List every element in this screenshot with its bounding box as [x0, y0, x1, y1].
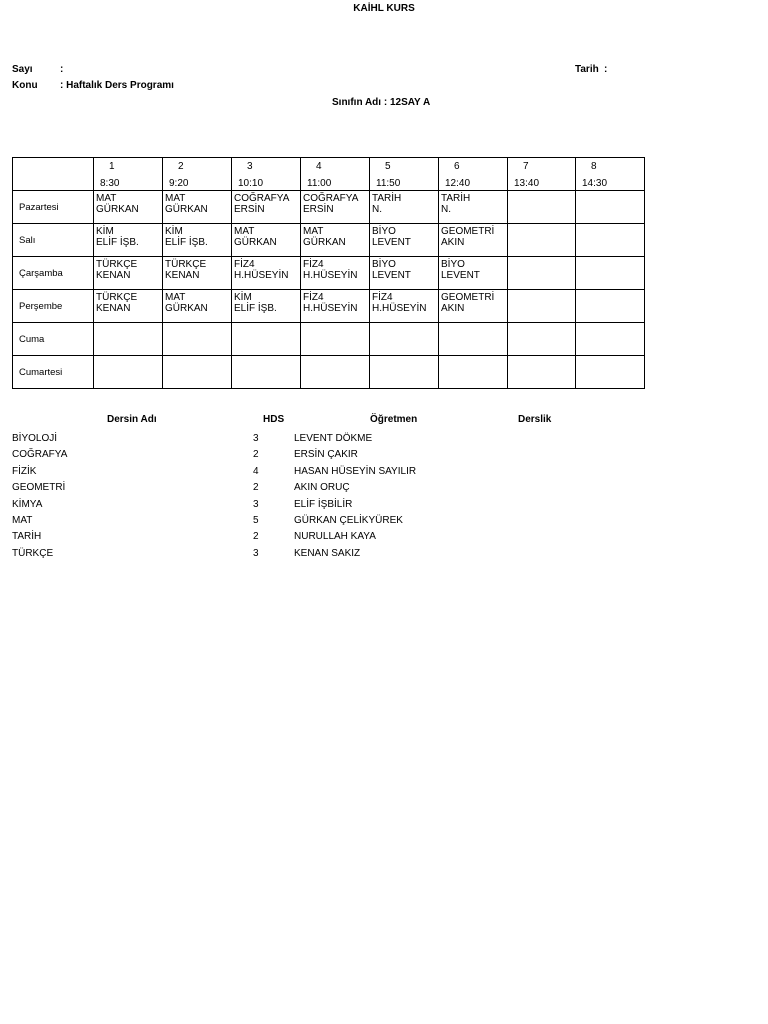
schedule-cell — [370, 257, 439, 290]
legend-row — [0, 499, 768, 515]
legend-row — [0, 482, 768, 498]
schedule-cell — [439, 224, 508, 257]
cell-subject: KİM — [165, 226, 183, 237]
cell-subject: MAT — [96, 193, 117, 204]
day-label: Cuma — [13, 323, 94, 356]
schedule-cell — [508, 257, 576, 290]
cell-teacher: H.HÜSEYİN — [234, 270, 289, 281]
legend-header-course: Dersin Adı — [107, 414, 157, 425]
cell-subject: KİM — [96, 226, 114, 237]
cell-teacher: KENAN — [96, 303, 131, 314]
legend-hds: 2 — [253, 449, 259, 461]
cell-teacher: AKIN — [441, 303, 465, 314]
period-number: 2 — [178, 161, 184, 172]
legend-row — [0, 531, 768, 547]
period-time: 9:20 — [169, 178, 189, 189]
schedule-cell — [301, 257, 370, 290]
cell-teacher: AKIN — [441, 237, 465, 248]
schedule-row-5 — [13, 356, 645, 389]
cell-teacher: GÜRKAN — [96, 204, 139, 215]
tarih-separator: : — [604, 64, 608, 75]
cell-subject: MAT — [303, 226, 324, 237]
cell-subject: MAT — [165, 193, 186, 204]
sayi-separator: : — [60, 64, 64, 75]
schedule-cell — [301, 356, 370, 389]
legend-row — [0, 433, 768, 449]
period-number: 1 — [109, 161, 115, 172]
schedule-cell — [94, 290, 163, 323]
sayi-label: Sayı — [12, 64, 33, 75]
schedule-cell — [94, 191, 163, 224]
schedule-row-2 — [13, 257, 645, 290]
cell-teacher: ERSİN — [234, 204, 265, 215]
schedule-cell — [508, 323, 576, 356]
cell-subject: FİZ4 — [303, 259, 324, 270]
cell-subject: BİYO — [372, 259, 396, 270]
cell-subject: MAT — [165, 292, 186, 303]
legend-teacher: HASAN HÜSEYİN SAYILIR — [294, 465, 417, 477]
day-label: Perşembe — [13, 290, 94, 323]
class-name: Sınıfın Adı : 12SAY A — [332, 97, 431, 108]
legend-course: TÜRKÇE — [12, 547, 54, 559]
period-header-6 — [439, 158, 508, 191]
schedule-cell — [576, 257, 645, 290]
schedule-cell — [439, 290, 508, 323]
konu-value: : Haftalık Ders Programı — [60, 80, 174, 91]
day-label: Çarşamba — [13, 257, 94, 290]
cell-subject: COĞRAFYA — [234, 193, 290, 204]
legend-hds: 4 — [253, 465, 259, 477]
period-time: 14:30 — [582, 178, 608, 189]
cell-subject: BİYO — [441, 259, 465, 270]
legend-teacher: LEVENT DÖKME — [294, 433, 373, 444]
cell-subject: COĞRAFYA — [303, 193, 359, 204]
legend-teacher: KENAN SAKIZ — [294, 547, 361, 559]
cell-subject: GEOMETRİ — [441, 292, 495, 303]
schedule-cell — [94, 356, 163, 389]
schedule-row-4 — [13, 323, 645, 356]
schedule-cell — [232, 257, 301, 290]
schedule-cell — [232, 323, 301, 356]
konu-label: Konu — [12, 80, 38, 91]
legend-teacher: AKIN ORUÇ — [294, 482, 350, 494]
period-header-4 — [301, 158, 370, 191]
legend-teacher: NURULLAH KAYA — [294, 531, 376, 543]
cell-subject: FİZ4 — [303, 292, 324, 303]
period-number: 7 — [523, 161, 529, 172]
cell-teacher: GÜRKAN — [165, 204, 208, 215]
period-number: 5 — [385, 161, 391, 172]
schedule-cell — [370, 323, 439, 356]
cell-subject: KİM — [234, 292, 252, 303]
cell-subject: TÜRKÇE — [96, 259, 138, 270]
period-time: 13:40 — [514, 178, 540, 189]
schedule-cell — [163, 224, 232, 257]
schedule-cell — [576, 191, 645, 224]
page-title: KAİHL KURS — [353, 3, 415, 14]
schedule-row-1 — [13, 224, 645, 257]
schedule-cell — [163, 356, 232, 389]
schedule-cell — [576, 290, 645, 323]
period-header-2 — [163, 158, 232, 191]
day-label: Cumartesi — [13, 356, 94, 389]
legend-hds: 3 — [253, 433, 259, 444]
schedule-cell — [232, 290, 301, 323]
cell-subject: FİZ4 — [372, 292, 393, 303]
legend-course: TARİH — [12, 531, 42, 543]
cell-teacher: LEVENT — [372, 237, 411, 248]
legend-course: KİMYA — [12, 498, 43, 510]
schedule-cell — [508, 356, 576, 389]
schedule-corner-cell — [13, 158, 94, 191]
period-time: 11:00 — [307, 178, 332, 189]
schedule-cell — [301, 323, 370, 356]
schedule-cell — [94, 323, 163, 356]
legend-hds: 3 — [253, 547, 259, 559]
cell-teacher: H.HÜSEYİN — [372, 303, 427, 314]
legend-header-row — [0, 414, 768, 430]
legend-hds: 5 — [253, 515, 259, 526]
cell-teacher: ELİF İŞB. — [234, 303, 277, 314]
cell-subject: GEOMETRİ — [441, 226, 495, 237]
schedule-cell — [232, 224, 301, 257]
period-header-5 — [370, 158, 439, 191]
schedule-cell — [576, 224, 645, 257]
legend-hds: 2 — [253, 482, 259, 494]
schedule-header-row — [13, 158, 645, 191]
schedule-cell — [439, 191, 508, 224]
period-number: 3 — [247, 161, 253, 172]
period-header-7 — [508, 158, 576, 191]
schedule-cell — [508, 290, 576, 323]
legend-teacher: ELİF İŞBİLİR — [294, 498, 353, 510]
schedule-cell — [370, 224, 439, 257]
schedule-cell — [370, 356, 439, 389]
schedule-table — [12, 157, 645, 389]
schedule-cell — [94, 257, 163, 290]
period-time: 8:30 — [100, 178, 120, 189]
cell-subject: TARİH — [441, 193, 471, 204]
cell-teacher: ERSİN — [303, 204, 334, 215]
schedule-cell — [163, 191, 232, 224]
legend-row — [0, 449, 768, 465]
legend-header-hds: HDS — [263, 414, 285, 425]
period-time: 12:40 — [445, 178, 471, 189]
period-number: 8 — [591, 161, 597, 172]
legend-row — [0, 466, 768, 482]
day-label: Pazartesi — [13, 191, 94, 224]
schedule-cell — [439, 356, 508, 389]
cell-teacher: H.HÜSEYİN — [303, 270, 358, 281]
period-time: 11:50 — [376, 178, 401, 189]
schedule-cell — [576, 356, 645, 389]
schedule-cell — [301, 191, 370, 224]
schedule-cell — [439, 323, 508, 356]
schedule-cell — [508, 191, 576, 224]
cell-teacher: KENAN — [96, 270, 131, 281]
tarih-label: Tarih — [575, 64, 599, 75]
legend-course: BİYOLOJİ — [12, 433, 58, 444]
legend-course: GEOMETRİ — [12, 482, 66, 494]
period-header-3 — [232, 158, 301, 191]
cell-subject: TÜRKÇE — [165, 259, 207, 270]
cell-teacher: H.HÜSEYİN — [303, 303, 358, 314]
legend-course: COĞRAFYA — [12, 449, 68, 461]
schedule-cell — [163, 290, 232, 323]
legend-row — [0, 548, 768, 564]
schedule-cell — [301, 224, 370, 257]
legend-course: FİZİK — [12, 465, 37, 477]
schedule-cell — [163, 323, 232, 356]
legend-header-room: Derslik — [518, 414, 552, 425]
cell-teacher: LEVENT — [372, 270, 411, 281]
cell-subject: FİZ4 — [234, 259, 255, 270]
legend-header-teacher: Öğretmen — [370, 414, 418, 425]
schedule-row-0 — [13, 191, 645, 224]
legend-course: MAT — [12, 515, 33, 526]
period-number: 4 — [316, 161, 322, 172]
cell-subject: MAT — [234, 226, 255, 237]
cell-teacher: GÜRKAN — [234, 237, 277, 248]
cell-teacher: N. — [441, 204, 451, 215]
schedule-cell — [508, 224, 576, 257]
period-header-8 — [576, 158, 645, 191]
schedule-cell — [94, 224, 163, 257]
legend-hds: 2 — [253, 531, 259, 543]
cell-subject: TÜRKÇE — [96, 292, 138, 303]
period-time: 10:10 — [238, 178, 264, 189]
schedule-row-3 — [13, 290, 645, 323]
legend-hds: 3 — [253, 498, 259, 510]
cell-teacher: ELİF İŞB. — [96, 237, 139, 248]
schedule-cell — [439, 257, 508, 290]
legend-row — [0, 515, 768, 531]
schedule-cell — [232, 191, 301, 224]
schedule-cell — [301, 290, 370, 323]
legend-teacher: ERSİN ÇAKIR — [294, 449, 358, 461]
day-label: Salı — [13, 224, 94, 257]
period-header-1 — [94, 158, 163, 191]
cell-subject: BİYO — [372, 226, 396, 237]
cell-teacher: N. — [372, 204, 382, 215]
cell-teacher: LEVENT — [441, 270, 480, 281]
schedule-cell — [370, 290, 439, 323]
schedule-cell — [576, 323, 645, 356]
cell-teacher: GÜRKAN — [303, 237, 346, 248]
schedule-cell — [232, 356, 301, 389]
schedule-cell — [163, 257, 232, 290]
cell-teacher: ELİF İŞB. — [165, 237, 208, 248]
schedule-cell — [370, 191, 439, 224]
cell-subject: TARİH — [372, 193, 402, 204]
cell-teacher: GÜRKAN — [165, 303, 208, 314]
cell-teacher: KENAN — [165, 270, 200, 281]
legend-teacher: GÜRKAN ÇELİKYÜREK — [294, 515, 403, 526]
period-number: 6 — [454, 161, 460, 172]
